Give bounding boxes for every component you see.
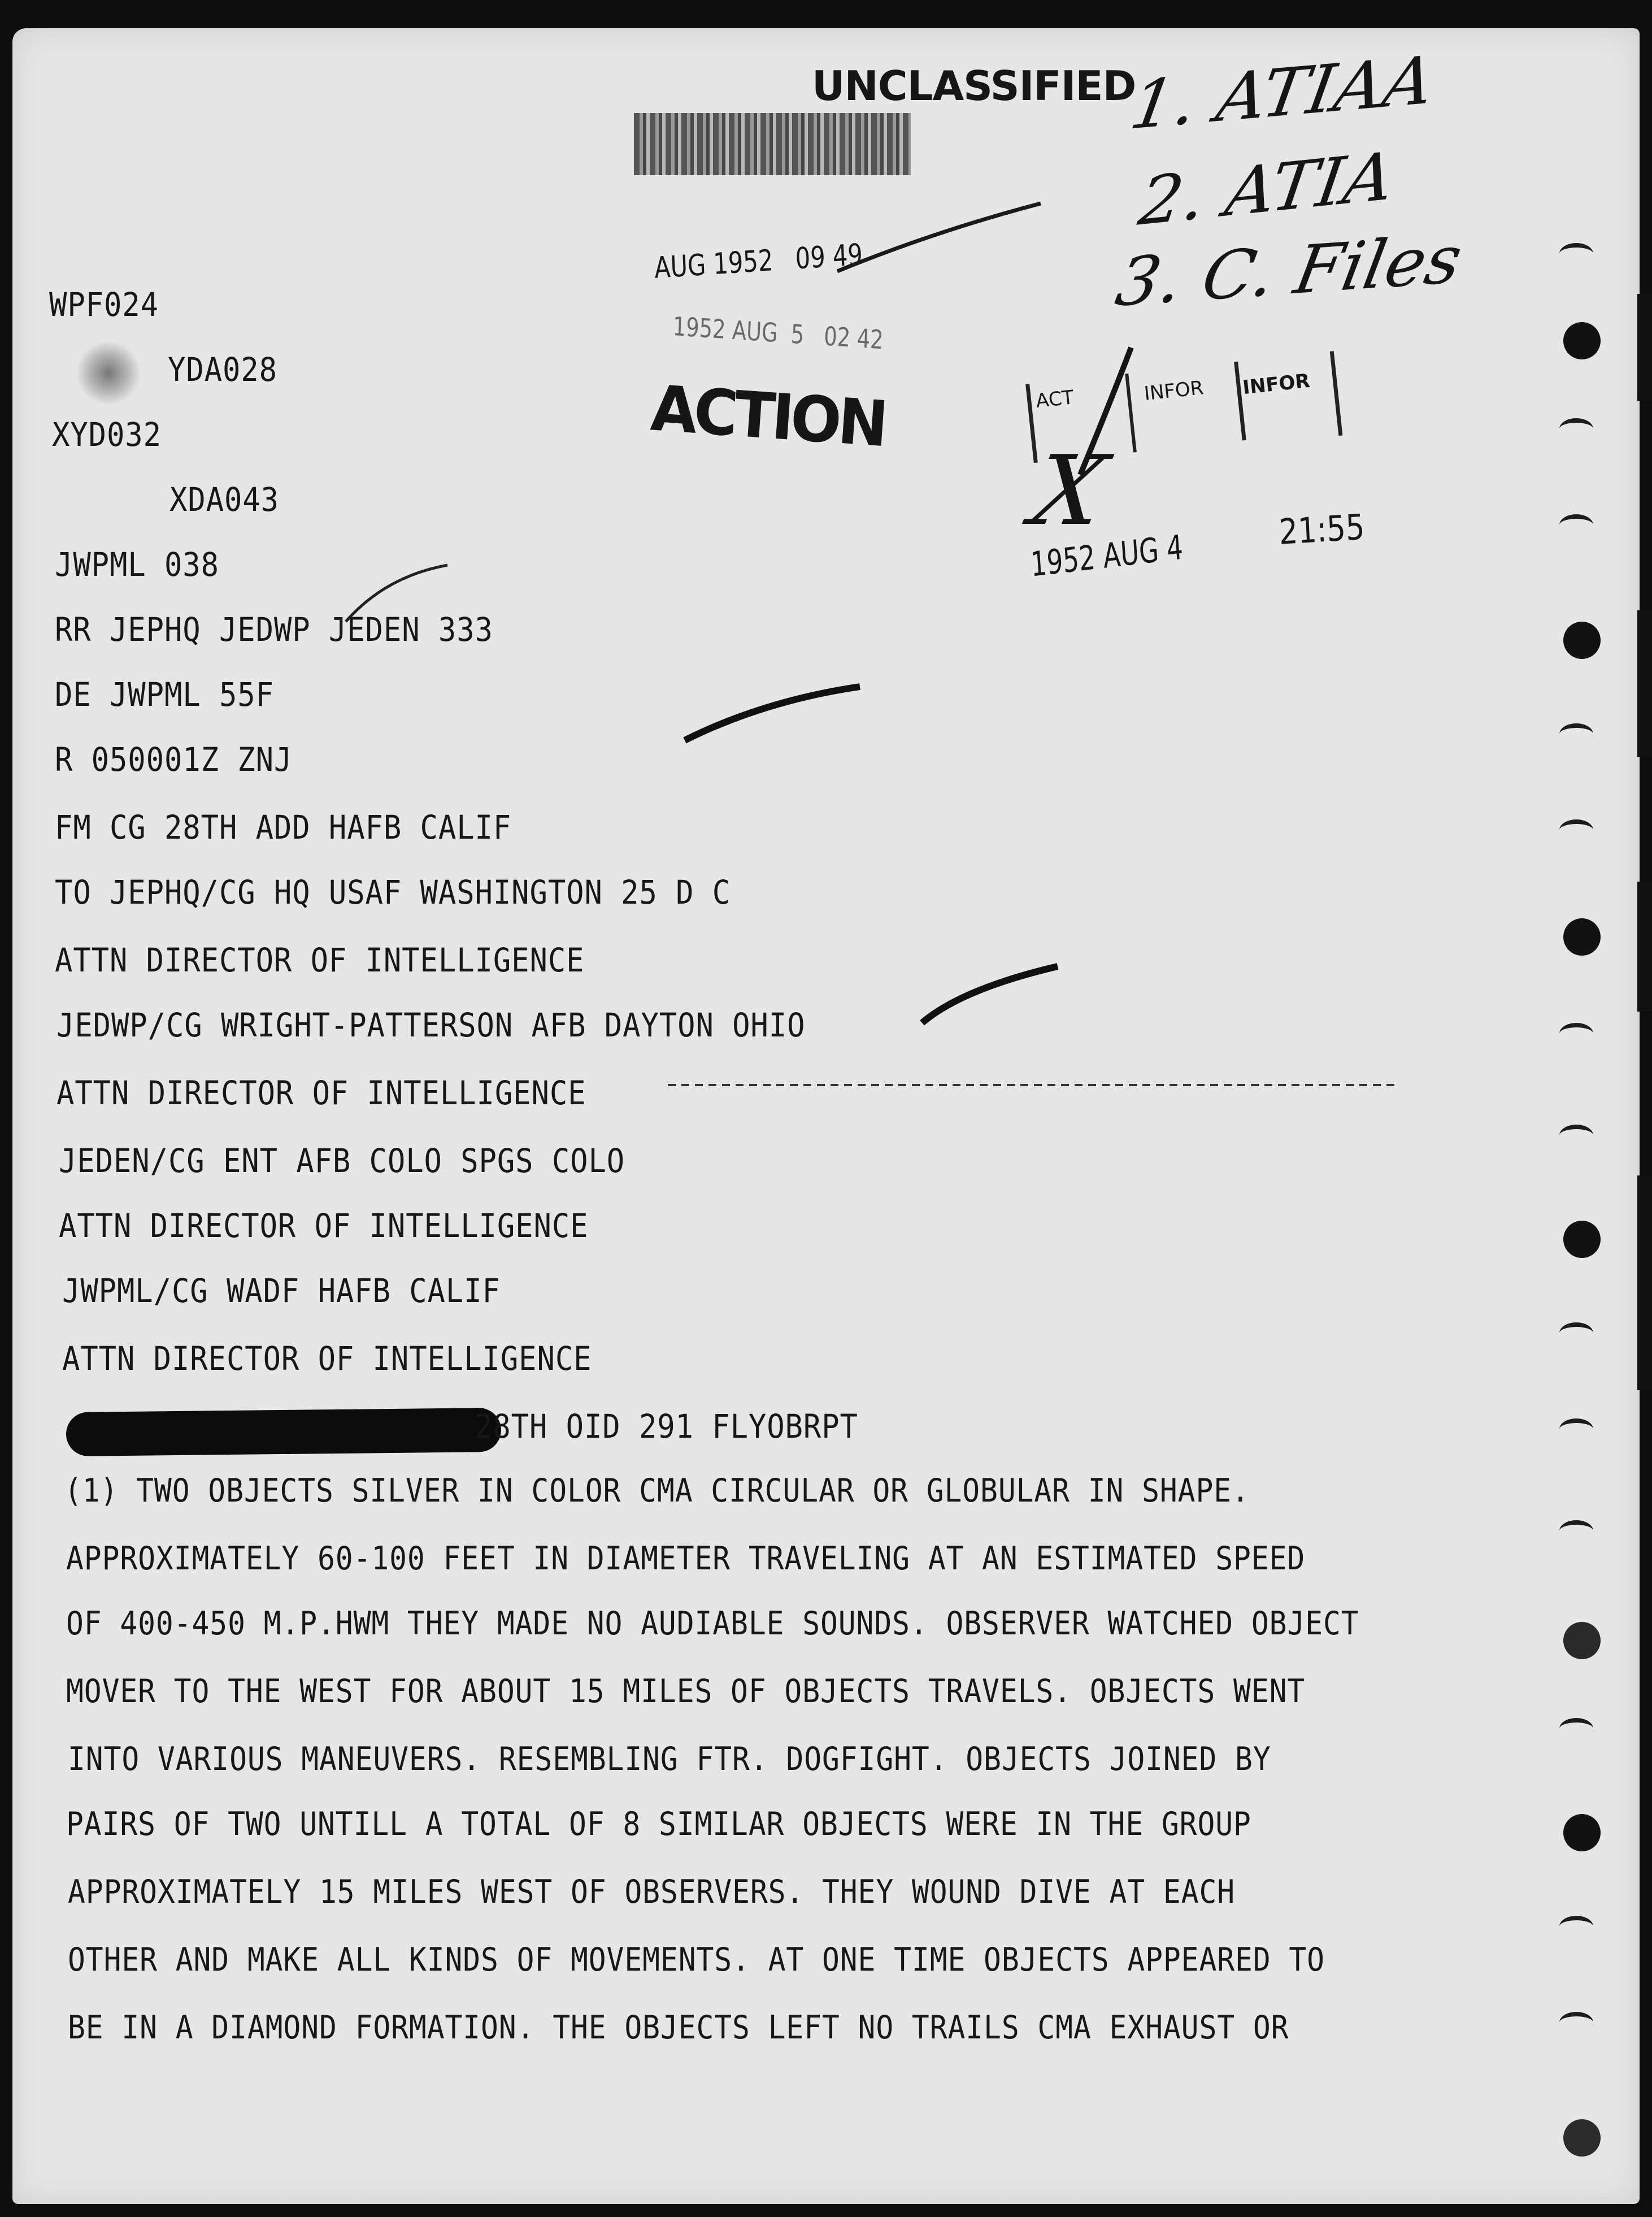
- subject-line: 28TH OID 291 FLYOBRPT: [475, 1407, 858, 1446]
- body-line-6: PAIRS OF TWO UNTILL A TOTAL OF 8 SIMILAR OBJECTS WERE IN THE GROUP: [66, 1806, 1251, 1843]
- pen-stroke-2: [679, 678, 866, 746]
- feed-hole: [1563, 918, 1601, 956]
- feed-mark: [1559, 1023, 1593, 1044]
- header-line-yda028: YDA028: [168, 350, 277, 389]
- header-line-attn-2: ATTN DIRECTOR OF INTELLIGENCE: [56, 1074, 586, 1112]
- scan-edge-strip: [1637, 610, 1652, 757]
- header-line-attn-4: ATTN DIRECTOR OF INTELLIGENCE: [62, 1339, 592, 1378]
- scan-edge-strip: [1637, 882, 1652, 1012]
- header-line-jwpml: JWPML/CG WADF HAFB CALIF: [62, 1272, 501, 1310]
- feed-mark: [1559, 418, 1593, 440]
- header-line-de: DE JWPML 55F: [55, 675, 274, 714]
- scan-edge-strip: [1637, 1175, 1652, 1390]
- routing-slash-mark: [1075, 345, 1137, 480]
- body-line-3: OF 400-450 M.P.HWM THEY MADE NO AUDIABLE SOUNDS. OBSERVER WATCHED OBJECT: [66, 1605, 1359, 1642]
- header-line-attn-3: ATTN DIRECTOR OF INTELLIGENCE: [59, 1207, 589, 1245]
- feed-mark: [1559, 1322, 1593, 1344]
- redaction-bar: [66, 1408, 502, 1456]
- routing-box-infor-2: INFOR: [1234, 351, 1343, 446]
- feed-hole: [1563, 1814, 1601, 1851]
- obscured-stamp-block: [634, 113, 911, 175]
- header-line-attn-1: ATTN DIRECTOR OF INTELLIGENCE: [55, 941, 585, 979]
- routing-box-infor-1: INFOR: [1121, 362, 1246, 453]
- body-line-8: OTHER AND MAKE ALL KINDS OF MOVEMENTS. AT ONE TIME OBJECTS APPEARED TO: [68, 1941, 1325, 1979]
- feed-mark: [1559, 514, 1593, 536]
- pen-stroke-1: [832, 198, 1046, 277]
- feed-mark: [1559, 2012, 1593, 2033]
- header-line-jedwp: JEDWP/CG WRIGHT-PATTERSON AFB DAYTON OHIO: [56, 1006, 806, 1044]
- feed-mark: [1559, 1916, 1593, 1937]
- feed-hole: [1563, 322, 1601, 359]
- body-line-1: (1) TWO OBJECTS SILVER IN COLOR CMA CIRCULAR OR GLOBULAR IN SHAPE.: [64, 1472, 1250, 1509]
- dashed-rule: [668, 1079, 1402, 1091]
- received-time-bottom: 21:55: [1278, 506, 1366, 553]
- body-line-2: APPROXIMATELY 60-100 FEET IN DIAMETER TRAVELING AT AN ESTIMATED SPEED: [66, 1540, 1306, 1577]
- feed-hole: [1563, 1221, 1601, 1258]
- action-stamp: ACTION: [649, 371, 888, 461]
- handwritten-routing-2: 2. ATIA: [1134, 137, 1399, 241]
- body-line-4: MOVER TO THE WEST FOR ABOUT 15 MILES OF OBJECTS TRAVELS. OBJECTS WENT: [66, 1673, 1306, 1710]
- header-line-wpf024: WPF024: [49, 285, 159, 324]
- scan-edge-strip: [1637, 294, 1652, 401]
- header-line-xda043: XDA043: [169, 480, 279, 519]
- feed-mark: [1559, 819, 1593, 841]
- body-line-9: BE IN A DIAMOND FORMATION. THE OBJECTS LEFT NO TRAILS CMA EXHAUST OR: [68, 2009, 1289, 2046]
- feed-hole: [1563, 622, 1601, 659]
- header-line-to: TO JEPHQ/CG HQ USAF WASHINGTON 25 D C: [55, 873, 731, 912]
- feed-mark: [1559, 1520, 1593, 1542]
- scan-smudge: [75, 342, 142, 404]
- body-line-7: APPROXIMATELY 15 MILES WEST OF OBSERVERS. THEY WOUND DIVE AT EACH: [68, 1873, 1236, 1911]
- header-line-jeden: JEDEN/CG ENT AFB COLO SPGS COLO: [59, 1142, 625, 1180]
- routing-box-act: ACT: [1025, 374, 1137, 463]
- header-line-fm: FM CG 28TH ADD HAFB CALIF: [55, 808, 512, 847]
- feed-mark: [1559, 1125, 1593, 1146]
- received-stamp-top: AUG 1952 09 49: [654, 237, 864, 285]
- teletype-sheet: [12, 28, 1640, 2204]
- header-line-rr: RR JEPHQ JEDWP JEDEN 333: [55, 610, 493, 649]
- header-line-r: R 050001Z ZNJ: [55, 740, 293, 779]
- feed-mark: [1559, 1418, 1593, 1440]
- handwritten-routing-3: 3. C. Files: [1110, 220, 1468, 322]
- header-line-jwpml-038: JWPML 038: [55, 545, 219, 584]
- received-stamp-second: 1952 AUG 5 02 42: [672, 311, 884, 355]
- body-line-5: INTO VARIOUS MANEUVERS. RESEMBLING FTR. DOGFIGHT. OBJECTS JOINED BY: [68, 1741, 1271, 1778]
- feed-mark: [1559, 243, 1593, 264]
- feed-hole: [1563, 2119, 1601, 2157]
- feed-mark: [1559, 1718, 1593, 1739]
- feed-mark: [1559, 723, 1593, 745]
- header-line-xyd032: XYD032: [52, 415, 162, 454]
- pen-stroke-3: [916, 955, 1063, 1029]
- feed-hole: [1563, 1622, 1601, 1659]
- routing-check-mark: X: [1023, 435, 1116, 547]
- classification-stamp: UNCLASSIFIED: [812, 62, 1136, 110]
- handwritten-routing-1: 1. ATIAA: [1125, 41, 1440, 145]
- received-date-bottom: 1952 AUG 4: [1029, 527, 1184, 585]
